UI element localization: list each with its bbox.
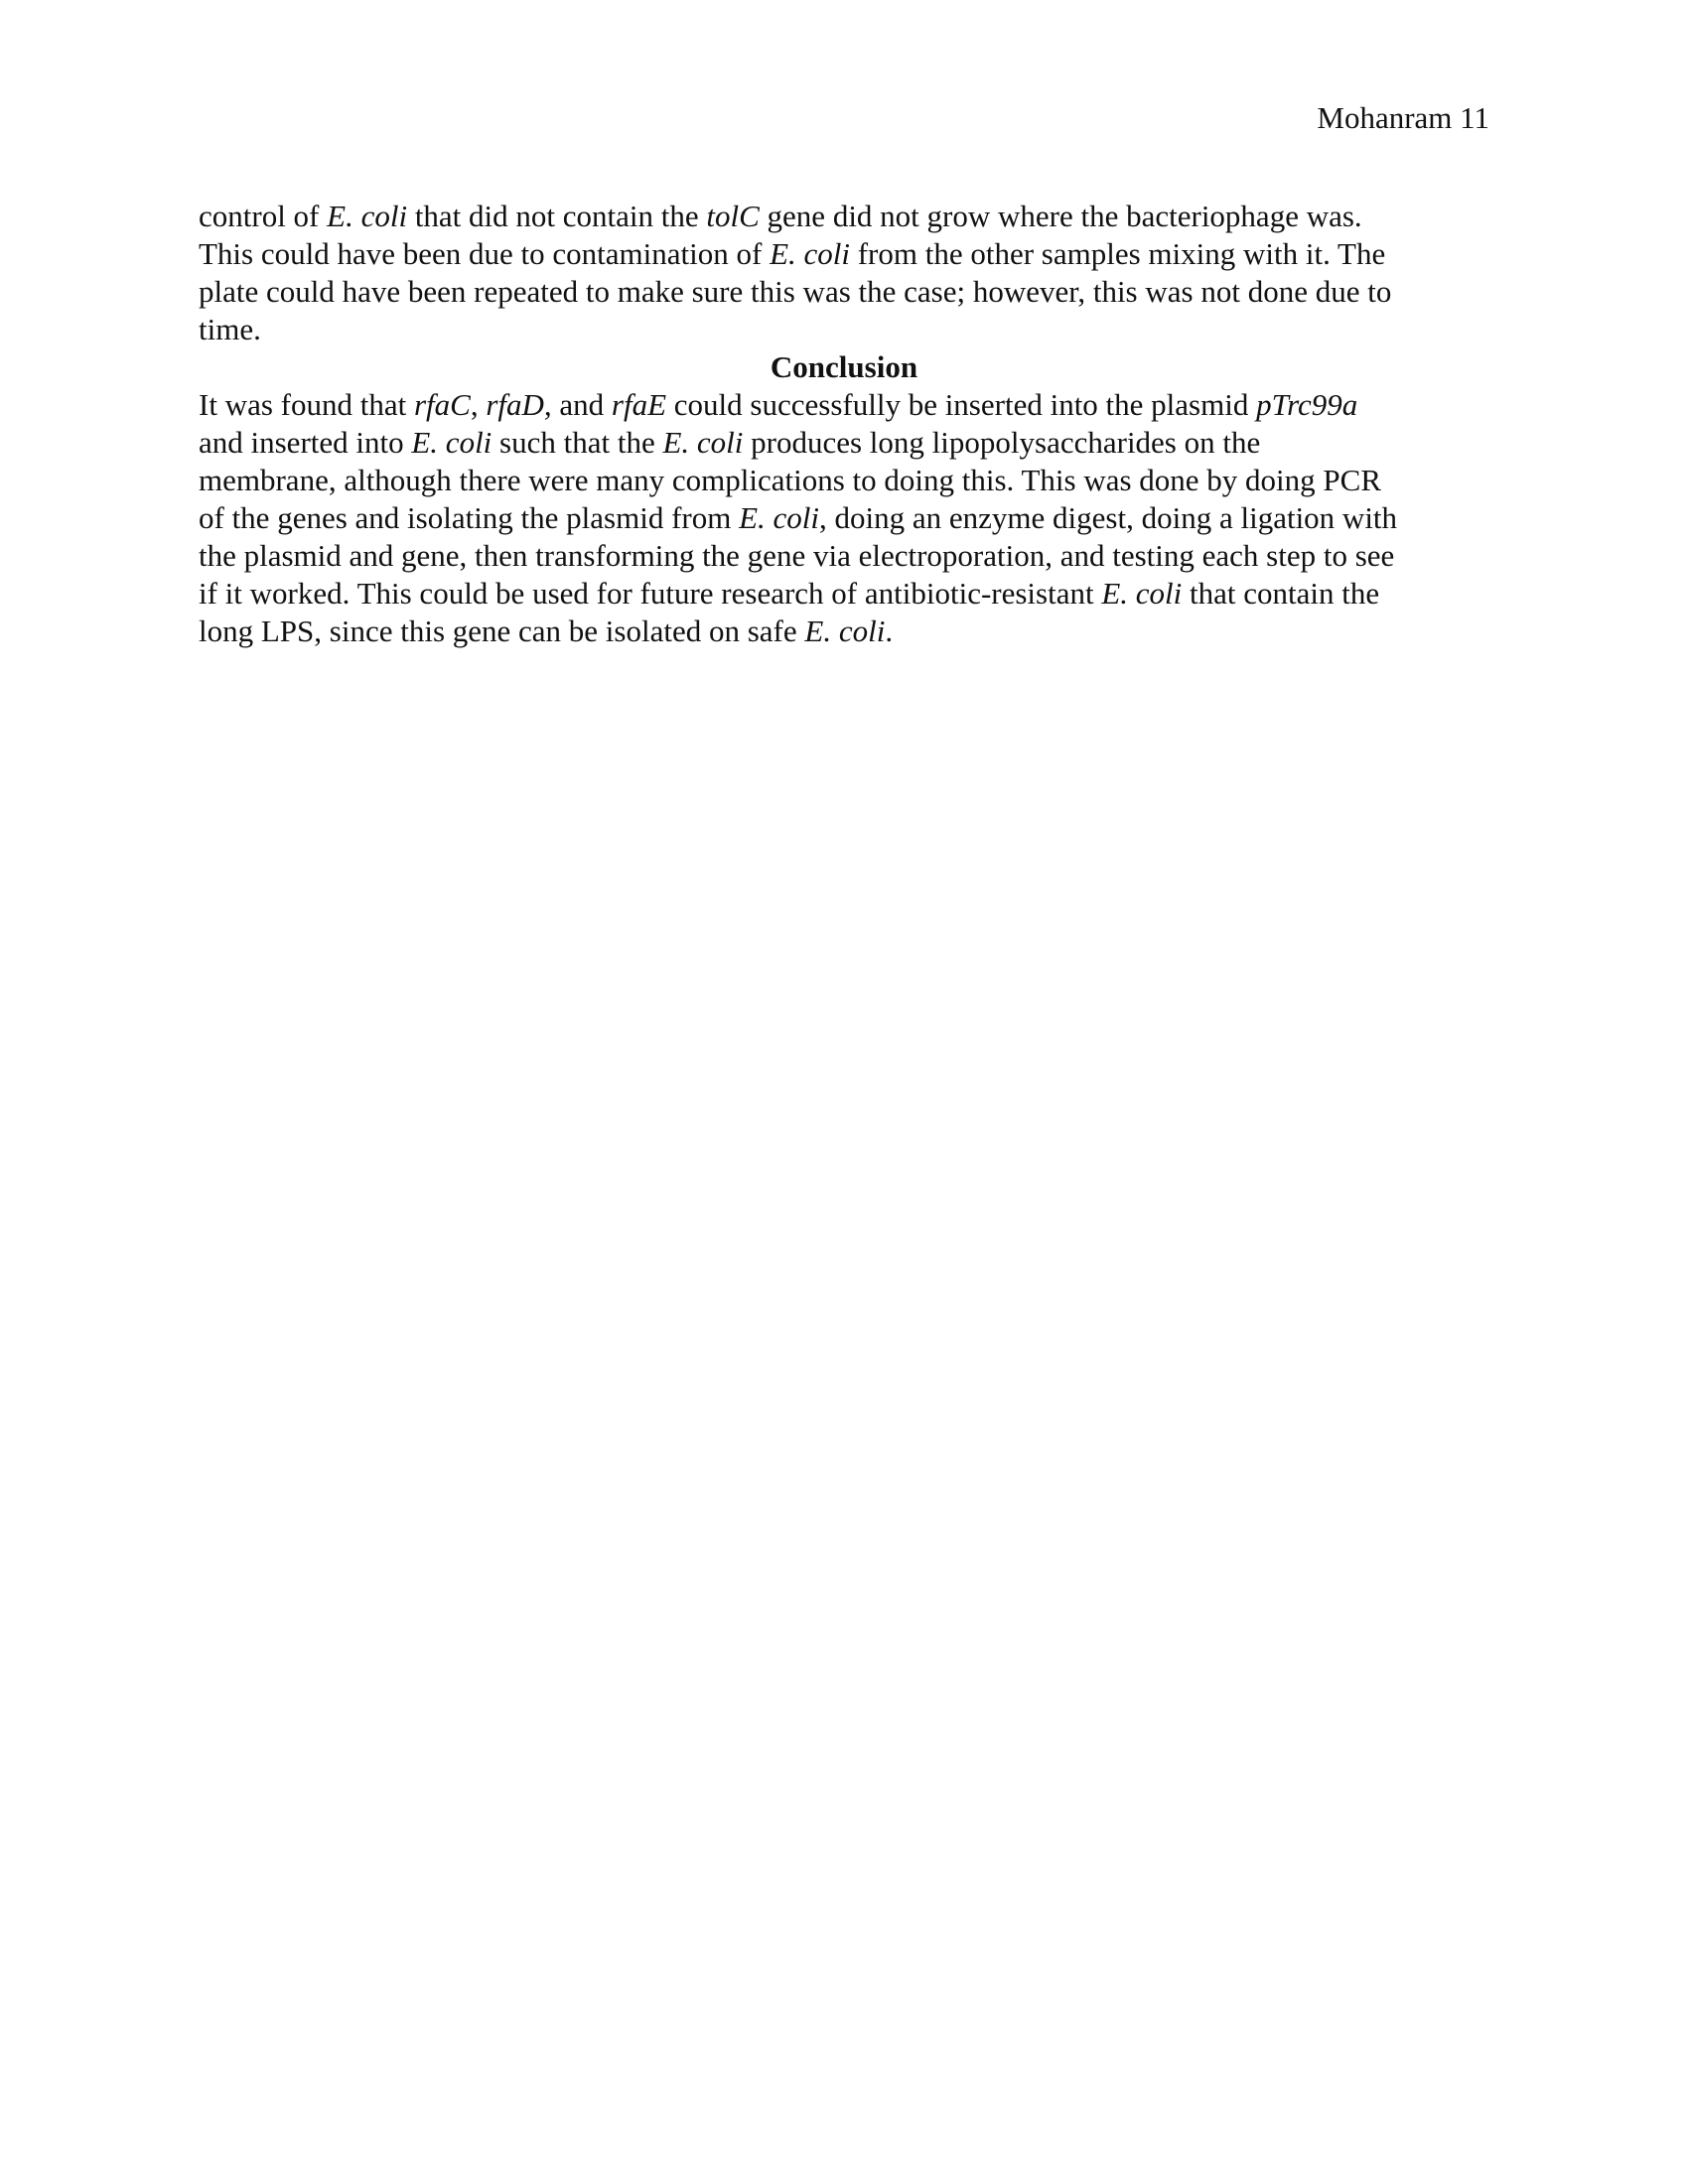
text-run: It was found that [199,387,414,422]
italic-text-run: rfaE [611,387,667,422]
text-run: long LPS, since this gene can be isolated on safe [199,614,805,648]
paragraph-line [199,386,1489,424]
text-run: , [470,387,487,422]
body-text [199,198,1489,650]
running-header: Mohanram 11 [1317,100,1489,135]
text-run: the plasmid and gene, then transforming the gene via electroporation, and testing each step to see [199,538,1395,573]
text-run: membrane, although there were many complications to doing this. This was done by doing PCR [199,463,1382,497]
text-run: and [551,387,612,422]
italic-text-run: E. coli [1101,576,1183,611]
paragraph-line [199,613,1489,650]
paragraph-line [199,273,1489,311]
continuation-paragraph [199,198,1489,348]
paragraph-line [199,462,1489,499]
text-run: control of [199,199,328,233]
conclusion-paragraph [199,386,1489,650]
text-run: This could have been due to contamination of [199,236,771,271]
italic-text-run: E. coli [411,425,492,460]
text-run: that did not contain the [407,199,707,233]
italic-text-run: E. coli [804,614,886,648]
text-run: . [885,614,894,648]
paragraph-line [199,311,1489,348]
italic-text-run: rfaC [413,387,471,422]
paragraph-line [199,198,1489,235]
italic-text-run: tolC [706,199,760,233]
paragraph-line [199,575,1489,613]
text-run: if it worked. This could be used for future research of antibiotic-resistant [199,576,1102,611]
italic-text-run: E. coli [662,425,744,460]
paragraph-line [199,235,1489,273]
section-heading-conclusion: Conclusion [770,349,918,384]
italic-text-run: E. coli [739,500,820,535]
text-run: produces long lipopolysaccharides on the [743,425,1261,460]
text-run: from the other samples mixing with it. The [849,236,1386,271]
text-run: gene did not grow where the bacteriophage was. [759,199,1362,233]
italic-text-run: rfaD, [486,387,552,422]
text-run: that contain the [1182,576,1380,611]
paragraph-line [199,499,1489,537]
italic-text-run: E. coli [770,236,850,271]
paragraph-line [199,537,1489,575]
text-run: time. [199,312,261,346]
text-run: such that the [492,425,663,460]
text-run: and inserted into [199,425,412,460]
paragraph-line [199,424,1489,462]
text-run: plate could have been repeated to make sure this was the case; however, this was not done due to [199,274,1392,309]
text-run: of the genes and isolating the plasmid from [199,500,740,535]
text-run: could successfully be inserted into the plasmid [666,387,1257,422]
italic-text-run: E. coli [327,199,408,233]
italic-text-run: pTrc99a [1256,387,1358,422]
text-run: , doing an enzyme digest, doing a ligation with [819,500,1398,535]
